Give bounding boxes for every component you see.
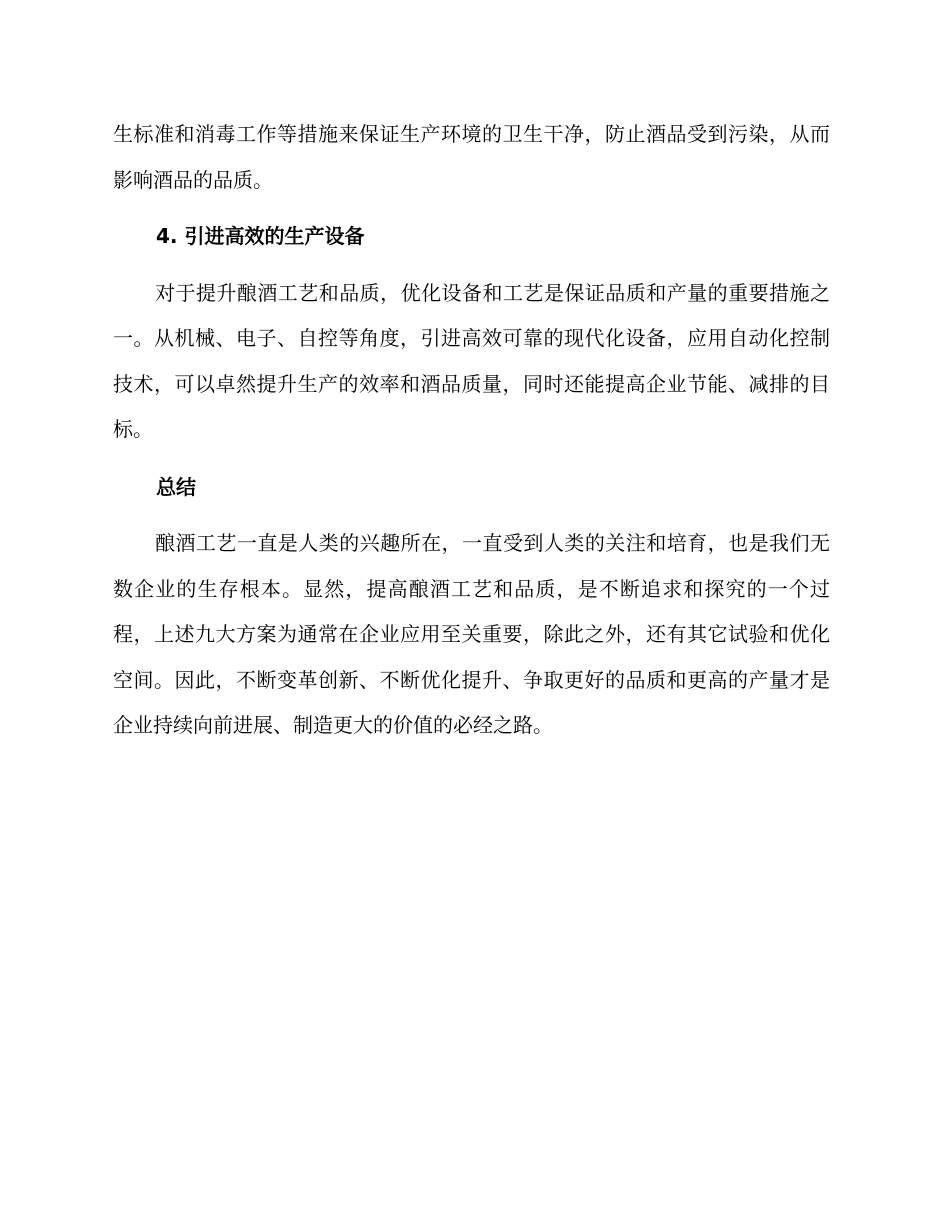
document-page <box>113 112 830 749</box>
spacer <box>113 453 830 465</box>
summary-paragraph: 酿酒工艺一直是人类的兴趣所在，一直受到人类的关注和培育，也是我们无数企业的生存根本。显然，提高酿酒工艺和品质，是不断追求和探究的一个过程，上述九大方案为通常在企业应用至关重要，除此之外，还有其它试验和优化空间。因此，不断变革创新、不断优化提升、争取更好的品质和更高的产量才是企业持续向前进展、制造更大的价值的必经之路。 <box>113 531 830 737</box>
continuation-paragraph: 生标准和消毒工作等措施来保证生产环境的卫生干净，防止酒品受到污染，从而影响酒品的品质。 <box>113 122 830 192</box>
section-4-heading: 4. 引进高效的生产设备 <box>156 224 365 248</box>
spacer <box>113 510 830 521</box>
spacer <box>113 203 830 214</box>
spacer <box>113 260 830 271</box>
section-4-paragraph: 对于提升酿酒工艺和品质，优化设备和工艺是保证品质和产量的重要措施之一。从机械、电子、自控等角度，引进高效可靠的现代化设备，应用自动化控制技术，可以卓然提升生产的效率和酒品质量，同时还能提高企业节能、减排的目标。 <box>113 280 830 441</box>
summary-heading: 总结 <box>156 474 196 499</box>
